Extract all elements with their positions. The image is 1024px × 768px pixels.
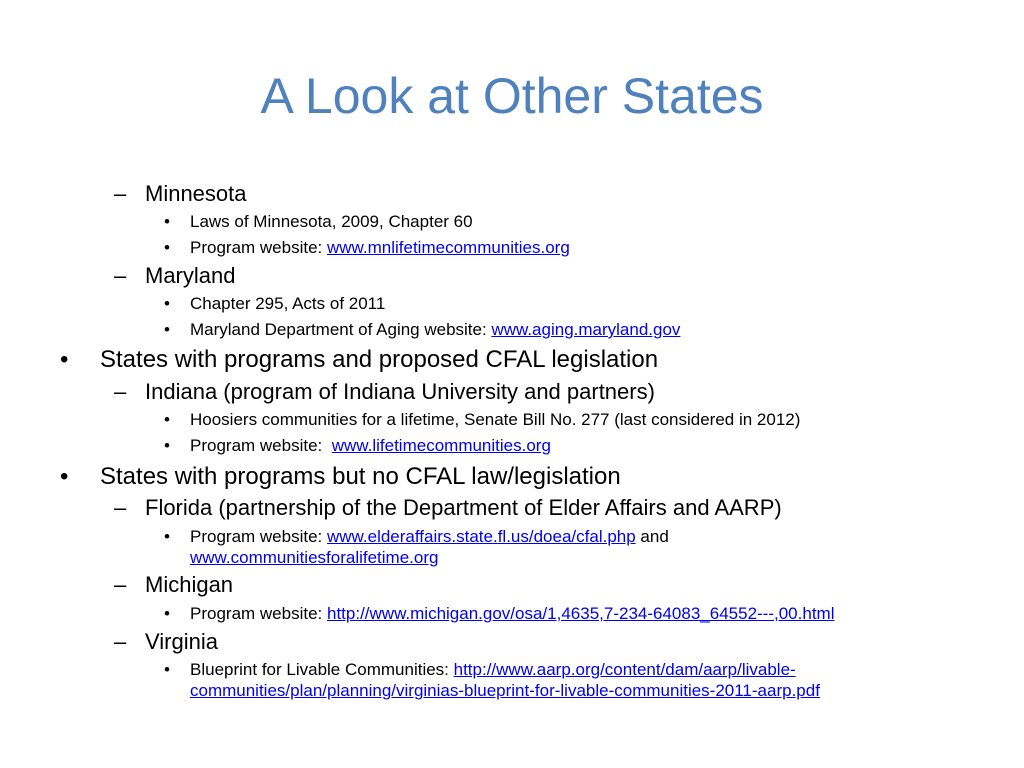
- website-label: Program website:: [190, 527, 327, 546]
- florida-website-link-2[interactable]: www.communitiesforalifetime.org: [190, 548, 439, 567]
- bullet-marker: •: [164, 527, 170, 546]
- dash-marker: –: [114, 379, 127, 404]
- maryland-website-link[interactable]: www.aging.maryland.gov: [491, 320, 681, 339]
- florida-website-link-1[interactable]: www.elderaffairs.state.fl.us/doea/cfal.php: [327, 527, 636, 546]
- bullet-marker: •: [164, 238, 170, 257]
- bullet-marker: •: [164, 660, 170, 679]
- indiana-law: Hoosiers communities for a lifetime, Senate Bill No. 277 (last considered in 2012): [190, 410, 801, 429]
- virginia-blueprint-link-2[interactable]: communities/plan/planning/virginias-blueprint-for-livable-communities-2011-aarp.pdf: [190, 681, 820, 700]
- dash-marker: –: [114, 572, 127, 597]
- bullet-marker: •: [164, 212, 170, 231]
- state-virginia: Virginia: [145, 629, 218, 654]
- bullet-marker: •: [60, 463, 69, 490]
- virginia-blueprint-link[interactable]: http://www.aarp.org/content/dam/aarp/livable-: [453, 660, 796, 679]
- florida-website: [190, 526, 669, 548]
- virginia-blueprint: [190, 659, 796, 681]
- website-label: Program website:: [190, 238, 327, 257]
- bullet-marker: •: [164, 320, 170, 339]
- state-florida: Florida (partnership of the Department of Elder Affairs and AARP): [145, 495, 782, 520]
- state-minnesota: Minnesota: [145, 181, 247, 206]
- minnesota-website-link[interactable]: www.mnlifetimecommunities.org: [327, 238, 570, 257]
- bullet-marker: •: [60, 346, 69, 373]
- website-label: Maryland Department of Aging website:: [190, 320, 492, 339]
- state-maryland: Maryland: [145, 263, 236, 288]
- dash-marker: –: [114, 181, 127, 206]
- bullet-marker: •: [164, 410, 170, 429]
- and-text: and: [635, 527, 669, 546]
- state-indiana: Indiana (program of Indiana University and partners): [145, 379, 655, 404]
- bullet-marker: •: [164, 294, 170, 313]
- maryland-law: Chapter 295, Acts of 2011: [190, 294, 386, 313]
- group-no-legislation: States with programs but no CFAL law/legislation: [100, 463, 621, 490]
- michigan-website-link[interactable]: http://www.michigan.gov/osa/1,4635,7-234-64083_64552---,00.html: [327, 604, 835, 623]
- bullet-marker: •: [164, 436, 170, 455]
- virginia-blueprint-line2: [190, 680, 820, 702]
- indiana-website-link[interactable]: www.lifetimecommunities.org: [331, 436, 551, 455]
- dash-marker: –: [114, 495, 127, 520]
- website-label: Program website:: [190, 604, 327, 623]
- minnesota-law: Laws of Minnesota, 2009, Chapter 60: [190, 212, 473, 231]
- florida-website-line2: [190, 547, 438, 569]
- minnesota-website: [190, 237, 570, 259]
- michigan-website: [190, 603, 834, 625]
- indiana-website: [190, 435, 551, 457]
- maryland-website: [190, 319, 680, 341]
- blueprint-label: Blueprint for Livable Communities:: [190, 660, 454, 679]
- dash-marker: –: [114, 629, 127, 654]
- website-label: Program website:: [190, 436, 332, 455]
- bullet-marker: •: [164, 604, 170, 623]
- group-proposed-legislation: States with programs and proposed CFAL legislation: [100, 346, 659, 373]
- slide-title: A Look at Other States: [260, 68, 764, 124]
- dash-marker: –: [114, 263, 127, 288]
- state-michigan: Michigan: [145, 572, 234, 597]
